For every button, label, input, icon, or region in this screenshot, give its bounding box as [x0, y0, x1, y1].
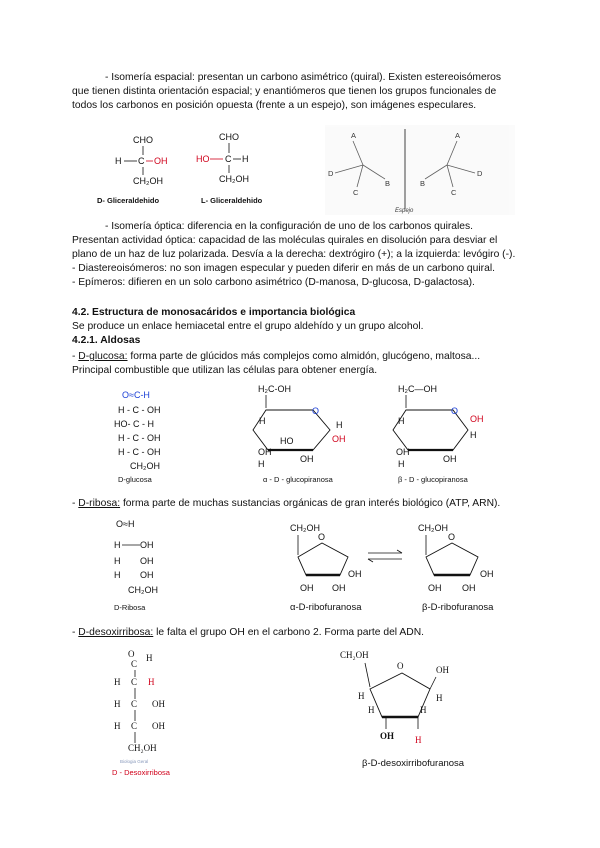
spatial-isomerism-line-1: - Isomería espacial: presentan un carbono asimétrico (quiral). Existen estereoisómeros	[105, 72, 502, 83]
a-ho: HO	[280, 436, 294, 446]
dr-h0: H	[146, 653, 153, 663]
br-ring-o: O	[448, 532, 456, 542]
l-glyceraldehyde-label: L- Gliceraldehido	[201, 196, 263, 205]
b-h2coh: H₂C—OH	[398, 384, 437, 394]
l-ho: HO	[196, 154, 210, 164]
rib-ch2oh: CH₂OH	[128, 585, 158, 595]
mirror-caption: Espejo	[395, 208, 414, 214]
a-oh-b: OH	[300, 454, 314, 464]
glucose-open-chain	[114, 390, 161, 484]
glucosa-text: forma parte de glúcidos más complejos como almidón, glucógeno, maltosa...	[127, 351, 481, 362]
epimers-line: - Epímeros: difieren en un solo carbono asimétrico (D-manosa, D-glucosa, D-galactosa).	[72, 277, 475, 288]
optical-isomerism-line-1: - Isomería óptica: diferencia en la configuración de uno de los carbonos quirales.	[105, 221, 474, 232]
optical-isomerism-line-3: plano de un haz de luz polarizada. Desvía a la derecha: dextrógiro (+); a la izquierda: levógiro (-).	[72, 249, 516, 260]
glucosa-line-2: Principal combustible que utilizan las células para obtener energía.	[72, 365, 378, 376]
beta-deoxyribofuranose-label: β-D-desoxirribofuranosa	[362, 758, 465, 769]
rib-oh1: OH	[140, 540, 154, 550]
ar-ch2oh: CH₂OH	[290, 523, 320, 533]
hemiacetal-text: Se produce un enlace hemiacetal entre el grupo aldehído y un grupo alcohol.	[72, 321, 424, 332]
beta-glucopyranose	[393, 384, 484, 484]
dr-h4: H	[114, 721, 121, 731]
ar-oh-l: OH	[300, 583, 314, 593]
glc-c5: H - C - OH	[118, 447, 161, 457]
dr-c1: C	[131, 659, 138, 669]
glc-ocho: O≈C-H	[122, 390, 150, 400]
glucose-figure	[108, 380, 508, 485]
left-c: C	[353, 188, 359, 197]
dr-h2: H	[148, 677, 155, 687]
right-c: C	[451, 188, 457, 197]
glc-c4: H - C - OH	[118, 433, 161, 443]
dr-c4: C	[131, 721, 138, 731]
ribosa-line: - D-ribosa: forma parte de muchas sustancias orgánicas de gran interés biológico (ATP, ARN).	[72, 498, 501, 509]
a-h-l: H	[258, 459, 265, 469]
a-ring-o: O	[312, 406, 320, 416]
dr-h1: H	[114, 677, 121, 687]
dr-oh4: OH	[152, 721, 165, 731]
bd-ch2oh: CH₂OH	[340, 650, 369, 660]
left-b: B	[385, 179, 391, 188]
b-h: H	[398, 416, 405, 426]
a-oh-l: OH	[258, 447, 272, 457]
l-c: C	[225, 154, 232, 164]
spatial-isomerism-line-3: todos los carbonos en posición opuesta (frente a un espejo), son imágenes especulares.	[72, 100, 477, 111]
dr-c2: C	[131, 677, 138, 687]
ribose-open-chain	[114, 519, 158, 612]
right-d: D	[477, 169, 483, 178]
d-glyceraldehyde-structure	[97, 135, 168, 205]
a-oh-anomeric: OH	[332, 434, 346, 444]
beta-ribofuranose-label: β-D-ribofuranosa	[422, 602, 494, 613]
bd-h-l: H	[358, 691, 365, 701]
l-h: H	[242, 154, 249, 164]
alpha-glucopyranose-label: α - D - glucopiranosa	[263, 475, 333, 484]
b-h-l: H	[398, 459, 405, 469]
ribosa-term: D-ribosa:	[78, 498, 121, 509]
dr-oh3: OH	[152, 699, 165, 709]
left-a: A	[351, 131, 357, 140]
left-d: D	[328, 169, 334, 178]
l-ch2oh: CH₂OH	[219, 174, 249, 184]
beta-deoxyribofuranose	[340, 650, 465, 769]
glucose-open-label: D-glucosa	[118, 475, 152, 484]
glucosa-term: D-glucosa:	[78, 351, 128, 362]
d-ch2oh: CH₂OH	[133, 176, 163, 186]
alpha-glucopyranose	[253, 384, 346, 484]
right-b: B	[420, 179, 426, 188]
deoxyribose-sublabel: Biologia Geral	[120, 759, 149, 764]
dr-ch2oh: CH₂OH	[128, 743, 157, 753]
ar-oh-r: OH	[332, 583, 346, 593]
deoxyribose-open-label: D - Desoxirribosa	[112, 768, 170, 777]
beta-ribofuranose	[418, 523, 494, 613]
b-h2: H	[470, 430, 477, 440]
b-oh-anomeric: OH	[470, 414, 484, 424]
ribose-open-label: D-Ribosa	[114, 603, 146, 612]
a-h2coh: H₂C-OH	[258, 384, 291, 394]
ribose-figure	[100, 515, 520, 615]
bd-h-b: H	[415, 735, 422, 745]
a-h2: H	[336, 420, 343, 430]
glyceraldehyde-figure	[95, 125, 515, 215]
bd-h-l2: H	[368, 705, 375, 715]
dr-h3: H	[114, 699, 121, 709]
bd-h-r: H	[436, 693, 443, 703]
bd-oh-b: OH	[380, 731, 395, 741]
diastereoisomers-line: - Diastereoisómeros: no son imagen especular y pueden diferir en más de un carbono quiral.	[72, 263, 495, 274]
desoxirribosa-line: - D-desoxirribosa: le falta el grupo OH en el carbono 2. Forma parte del ADN.	[72, 627, 424, 638]
d-h: H	[115, 156, 122, 166]
b-ring-o: O	[451, 406, 459, 416]
rib-oh2: OH	[140, 556, 154, 566]
dr-cho: O	[128, 649, 135, 659]
b-oh-l: OH	[396, 447, 410, 457]
rib-oh3: OH	[140, 570, 154, 580]
rib-h2: H	[114, 556, 121, 566]
dr-c3: C	[131, 699, 138, 709]
d-c: C	[138, 156, 145, 166]
d-oh: OH	[154, 156, 168, 166]
desoxirribosa-term: D-desoxirribosa:	[78, 627, 154, 638]
rib-h1: H	[114, 540, 121, 550]
glc-c6: CH₂OH	[130, 461, 160, 471]
bd-oh-anomeric: OH	[436, 665, 449, 675]
equilibrium-arrows	[368, 550, 402, 562]
ar-ring-o: O	[318, 532, 326, 542]
bd-ring-o: O	[397, 661, 404, 671]
rib-h3: H	[114, 570, 121, 580]
ribosa-text: forma parte de muchas sustancias orgánicas de gran interés biológico (ATP, ARN).	[120, 498, 501, 509]
bd-h-r2: H	[420, 705, 427, 715]
br-ch2oh: CH₂OH	[418, 523, 448, 533]
section-4-2-1-heading: 4.2.1. Aldosas	[72, 335, 141, 346]
desoxirribosa-text: le falta el grupo OH en el carbono 2. Forma parte del ADN.	[153, 627, 424, 638]
right-a: A	[455, 131, 461, 140]
section-4-2-heading: 4.2. Estructura de monosacáridos e importancia biológica	[72, 307, 356, 318]
a-h: H	[259, 416, 266, 426]
spatial-isomerism-line-2: que tienen distinta orientación espacial; y enantiómeros que tienen los grupos funcionales de	[72, 86, 497, 97]
l-glyceraldehyde-structure	[196, 132, 263, 205]
br-oh-l: OH	[428, 583, 442, 593]
rib-cho: O≈H	[116, 519, 135, 529]
br-oh-r: OH	[462, 583, 476, 593]
glc-c3: HO- C - H	[114, 419, 154, 429]
alpha-ribofuranose-label: α-D-ribofuranosa	[290, 602, 362, 613]
br-oh-b: OH	[480, 569, 494, 579]
alpha-ribofuranose	[290, 523, 362, 613]
d-cho: CHO	[133, 135, 153, 145]
glucosa-line: - D-glucosa: forma parte de glúcidos más complejos como almidón, glucógeno, maltosa...	[72, 351, 481, 362]
mirror-enantiomers	[325, 125, 515, 215]
l-cho: CHO	[219, 132, 239, 142]
deoxyribose-figure	[100, 645, 520, 785]
d-glyceraldehyde-label: D- Gliceraldehido	[97, 196, 160, 205]
beta-glucopyranose-label: β - D - glucopiranosa	[398, 475, 468, 484]
optical-isomerism-line-2: Presentan actividad óptica: capacidad de las moléculas quirales en disolución para desviar el	[72, 235, 498, 246]
b-oh-b: OH	[443, 454, 457, 464]
glc-c2: H - C - OH	[118, 405, 161, 415]
deoxyribose-open-chain	[112, 649, 171, 777]
ar-oh-a: OH	[348, 569, 362, 579]
